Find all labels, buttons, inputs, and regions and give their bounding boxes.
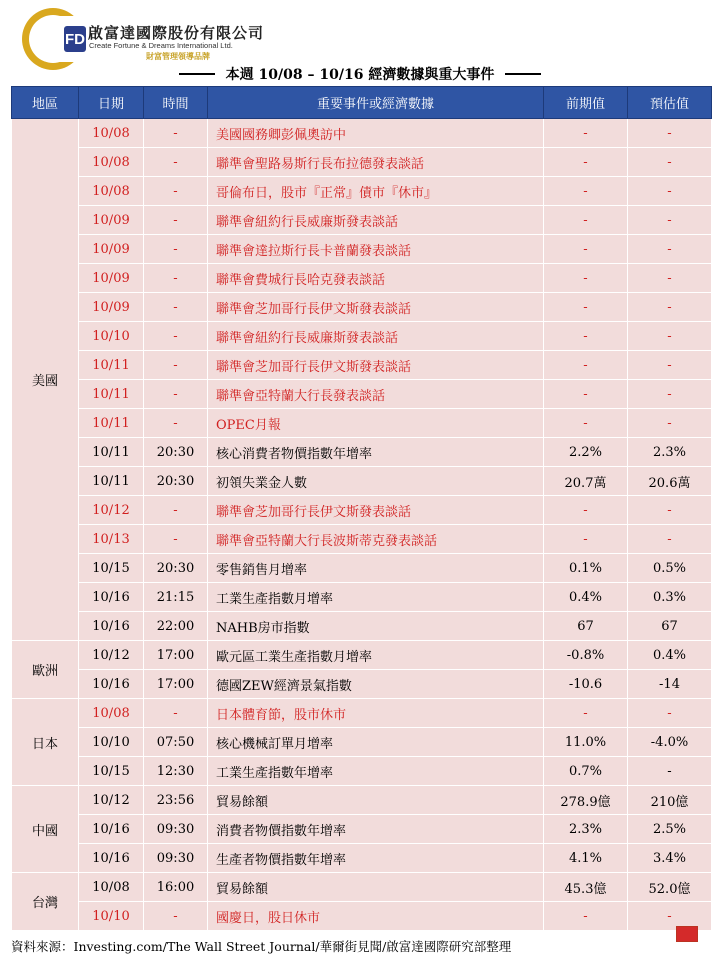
forecast-value-cell: - (628, 177, 712, 206)
date-cell: 10/08 (79, 119, 144, 148)
forecast-value-cell: -14 (628, 670, 712, 699)
table-row (12, 728, 712, 757)
event-cell: 國慶日，股日休市 (208, 902, 544, 931)
event-cell: 消費者物價指數年增率 (208, 815, 544, 844)
date-cell: 10/11 (79, 409, 144, 438)
company-english-name: Create Fortune & Dreams International Ltd. (89, 41, 233, 50)
table-row (12, 409, 712, 438)
region-cell: 日本 (12, 699, 79, 786)
previous-value-cell: 2.2% (544, 438, 628, 467)
table-row (12, 351, 712, 380)
company-name: 啟富達國際股份有限公司 (88, 24, 265, 42)
date-cell: 10/11 (79, 380, 144, 409)
event-cell: 德國ZEW經濟景氣指數 (208, 670, 544, 699)
event-cell: 貿易餘額 (208, 873, 544, 902)
region-cell: 美國 (12, 119, 79, 641)
date-cell: 10/10 (79, 728, 144, 757)
date-cell: 10/15 (79, 554, 144, 583)
logo-text: FD (65, 31, 85, 48)
forecast-value-cell: 3.4% (628, 844, 712, 873)
time-cell: 12:30 (144, 757, 208, 786)
event-cell: 核心消費者物價指數年增率 (208, 438, 544, 467)
time-cell: - (144, 235, 208, 264)
date-cell: 10/11 (79, 467, 144, 496)
time-cell: 16:00 (144, 873, 208, 902)
previous-value-cell: - (544, 496, 628, 525)
date-cell: 10/12 (79, 786, 144, 815)
date-cell: 10/10 (79, 902, 144, 931)
previous-value-cell: - (544, 235, 628, 264)
event-cell: 日本體育節，股市休市 (208, 699, 544, 728)
table-row (12, 322, 712, 351)
time-cell: - (144, 902, 208, 931)
forecast-value-cell: - (628, 699, 712, 728)
table-row (12, 177, 712, 206)
time-cell: 21:15 (144, 583, 208, 612)
previous-value-cell: 278.9億 (544, 786, 628, 815)
forecast-value-cell: - (628, 264, 712, 293)
header-forecast: 預估值 (628, 87, 712, 119)
forecast-value-cell: 2.3% (628, 438, 712, 467)
date-cell: 10/12 (79, 641, 144, 670)
table-row (12, 525, 712, 554)
table-row (12, 786, 712, 815)
event-cell: 聯準會聖路易斯行長布拉德發表談話 (208, 148, 544, 177)
date-cell: 10/08 (79, 699, 144, 728)
region-group (12, 873, 712, 931)
event-cell: 初領失業金人數 (208, 467, 544, 496)
table-header-row (12, 87, 712, 119)
time-cell: - (144, 496, 208, 525)
previous-value-cell: 45.3億 (544, 873, 628, 902)
time-cell: 17:00 (144, 670, 208, 699)
events-table (11, 86, 712, 931)
forecast-value-cell: 67 (628, 612, 712, 641)
forecast-value-cell: - (628, 496, 712, 525)
time-cell: 20:30 (144, 438, 208, 467)
previous-value-cell: - (544, 119, 628, 148)
previous-value-cell: 4.1% (544, 844, 628, 873)
event-cell: 聯準會紐約行長威廉斯發表談話 (208, 206, 544, 235)
previous-value-cell: - (544, 902, 628, 931)
title-bar (0, 63, 720, 83)
forecast-value-cell: - (628, 322, 712, 351)
time-cell: - (144, 322, 208, 351)
previous-value-cell: - (544, 351, 628, 380)
forecast-value-cell: - (628, 525, 712, 554)
event-cell: 聯準會芝加哥行長伊文斯發表談話 (208, 351, 544, 380)
previous-value-cell: 2.3% (544, 815, 628, 844)
header-event: 重要事件或經濟數據 (208, 87, 544, 119)
time-cell: - (144, 206, 208, 235)
date-cell: 10/13 (79, 525, 144, 554)
header-previous: 前期值 (544, 87, 628, 119)
time-cell: - (144, 264, 208, 293)
date-cell: 10/09 (79, 264, 144, 293)
forecast-value-cell: 0.3% (628, 583, 712, 612)
date-cell: 10/09 (79, 293, 144, 322)
time-cell: - (144, 699, 208, 728)
event-cell: 生產者物價指數年增率 (208, 844, 544, 873)
title-divider-left (179, 73, 215, 75)
date-cell: 10/16 (79, 670, 144, 699)
table-row (12, 902, 712, 931)
forecast-value-cell: - (628, 902, 712, 931)
header-region: 地區 (12, 87, 79, 119)
red-envelope-icon (676, 926, 698, 942)
forecast-value-cell: -4.0% (628, 728, 712, 757)
date-cell: 10/11 (79, 438, 144, 467)
table-row (12, 873, 712, 902)
date-cell: 10/12 (79, 496, 144, 525)
table-row (12, 235, 712, 264)
event-cell: 工業生產指數年增率 (208, 757, 544, 786)
time-cell: - (144, 177, 208, 206)
previous-value-cell: - (544, 264, 628, 293)
table-row (12, 119, 712, 148)
time-cell: 17:00 (144, 641, 208, 670)
header-date: 日期 (79, 87, 144, 119)
table-row (12, 380, 712, 409)
event-cell: 工業生產指數月增率 (208, 583, 544, 612)
region-group (12, 786, 712, 873)
table-row (12, 264, 712, 293)
time-cell: 09:30 (144, 844, 208, 873)
time-cell: - (144, 380, 208, 409)
forecast-value-cell: 0.4% (628, 641, 712, 670)
time-cell: - (144, 148, 208, 177)
previous-value-cell: -0.8% (544, 641, 628, 670)
previous-value-cell: - (544, 380, 628, 409)
time-cell: - (144, 293, 208, 322)
date-cell: 10/09 (79, 235, 144, 264)
previous-value-cell: - (544, 525, 628, 554)
forecast-value-cell: - (628, 206, 712, 235)
previous-value-cell: - (544, 409, 628, 438)
date-cell: 10/11 (79, 351, 144, 380)
date-cell: 10/15 (79, 757, 144, 786)
table-row (12, 206, 712, 235)
title-divider-right (505, 73, 541, 75)
forecast-value-cell: - (628, 148, 712, 177)
event-cell: 美國國務卿彭佩奧訪中 (208, 119, 544, 148)
date-cell: 10/08 (79, 177, 144, 206)
table-row (12, 554, 712, 583)
date-cell: 10/08 (79, 873, 144, 902)
forecast-value-cell: - (628, 119, 712, 148)
event-cell: 聯準會芝加哥行長伊文斯發表談話 (208, 496, 544, 525)
region-group (12, 699, 712, 786)
time-cell: 22:00 (144, 612, 208, 641)
date-cell: 10/10 (79, 322, 144, 351)
table-row (12, 757, 712, 786)
previous-value-cell: 0.7% (544, 757, 628, 786)
previous-value-cell: - (544, 206, 628, 235)
previous-value-cell: 20.7萬 (544, 467, 628, 496)
region-group (12, 641, 712, 699)
table-row (12, 293, 712, 322)
time-cell: 09:30 (144, 815, 208, 844)
forecast-value-cell: 0.5% (628, 554, 712, 583)
event-cell: 零售銷售月增率 (208, 554, 544, 583)
previous-value-cell: 67 (544, 612, 628, 641)
previous-value-cell: - (544, 293, 628, 322)
previous-value-cell: -10.6 (544, 670, 628, 699)
date-cell: 10/16 (79, 612, 144, 641)
forecast-value-cell: - (628, 380, 712, 409)
previous-value-cell: - (544, 322, 628, 351)
header-time: 時間 (144, 87, 208, 119)
forecast-value-cell: - (628, 235, 712, 264)
previous-value-cell: - (544, 699, 628, 728)
time-cell: 20:30 (144, 467, 208, 496)
forecast-value-cell: 52.0億 (628, 873, 712, 902)
page-title: 本週 10/08 – 10/16 經濟數據與重大事件 (225, 66, 495, 83)
time-cell: - (144, 119, 208, 148)
previous-value-cell: 0.4% (544, 583, 628, 612)
event-cell: 聯準會亞特蘭大行長波斯蒂克發表談話 (208, 525, 544, 554)
event-cell: 歐元區工業生產指數月增率 (208, 641, 544, 670)
event-cell: 核心機械訂單月增率 (208, 728, 544, 757)
time-cell: - (144, 409, 208, 438)
table-row (12, 815, 712, 844)
event-cell: 貿易餘額 (208, 786, 544, 815)
event-cell: 哥倫布日，股市『正常』債市『休市』 (208, 177, 544, 206)
table-row (12, 699, 712, 728)
table-row (12, 641, 712, 670)
table-row (12, 583, 712, 612)
event-cell: 聯準會紐約行長威廉斯發表談話 (208, 322, 544, 351)
date-cell: 10/08 (79, 148, 144, 177)
forecast-value-cell: 20.6萬 (628, 467, 712, 496)
time-cell: 23:56 (144, 786, 208, 815)
event-cell: 聯準會亞特蘭大行長發表談話 (208, 380, 544, 409)
table-row (12, 670, 712, 699)
date-cell: 10/16 (79, 844, 144, 873)
date-cell: 10/16 (79, 815, 144, 844)
table-row (12, 612, 712, 641)
forecast-value-cell: - (628, 409, 712, 438)
forecast-value-cell: - (628, 293, 712, 322)
region-group (12, 119, 712, 641)
table-row (12, 844, 712, 873)
forecast-value-cell: 210億 (628, 786, 712, 815)
previous-value-cell: 0.1% (544, 554, 628, 583)
previous-value-cell: - (544, 177, 628, 206)
table-row (12, 438, 712, 467)
header (0, 0, 720, 84)
event-cell: 聯準會達拉斯行長卡普蘭發表談話 (208, 235, 544, 264)
table-row (12, 148, 712, 177)
table-row (12, 496, 712, 525)
forecast-value-cell: - (628, 757, 712, 786)
forecast-value-cell: 2.5% (628, 815, 712, 844)
time-cell: 20:30 (144, 554, 208, 583)
forecast-value-cell: - (628, 351, 712, 380)
date-cell: 10/16 (79, 583, 144, 612)
region-cell: 台灣 (12, 873, 79, 931)
event-cell: 聯準會芝加哥行長伊文斯發表談話 (208, 293, 544, 322)
region-cell: 中國 (12, 786, 79, 873)
source-note: 資料來源：Investing.com/The Wall Street Journal/華爾街見聞/啟富達國際研究部整理 (11, 939, 512, 954)
table-row (12, 467, 712, 496)
time-cell: - (144, 351, 208, 380)
date-cell: 10/09 (79, 206, 144, 235)
event-cell: 聯準會費城行長哈克發表談話 (208, 264, 544, 293)
time-cell: - (144, 525, 208, 554)
region-cell: 歐洲 (12, 641, 79, 699)
event-cell: OPEC月報 (208, 409, 544, 438)
previous-value-cell: 11.0% (544, 728, 628, 757)
time-cell: 07:50 (144, 728, 208, 757)
company-slogan: 財富管理領導品牌 (146, 52, 210, 61)
event-cell: NAHB房市指數 (208, 612, 544, 641)
previous-value-cell: - (544, 148, 628, 177)
